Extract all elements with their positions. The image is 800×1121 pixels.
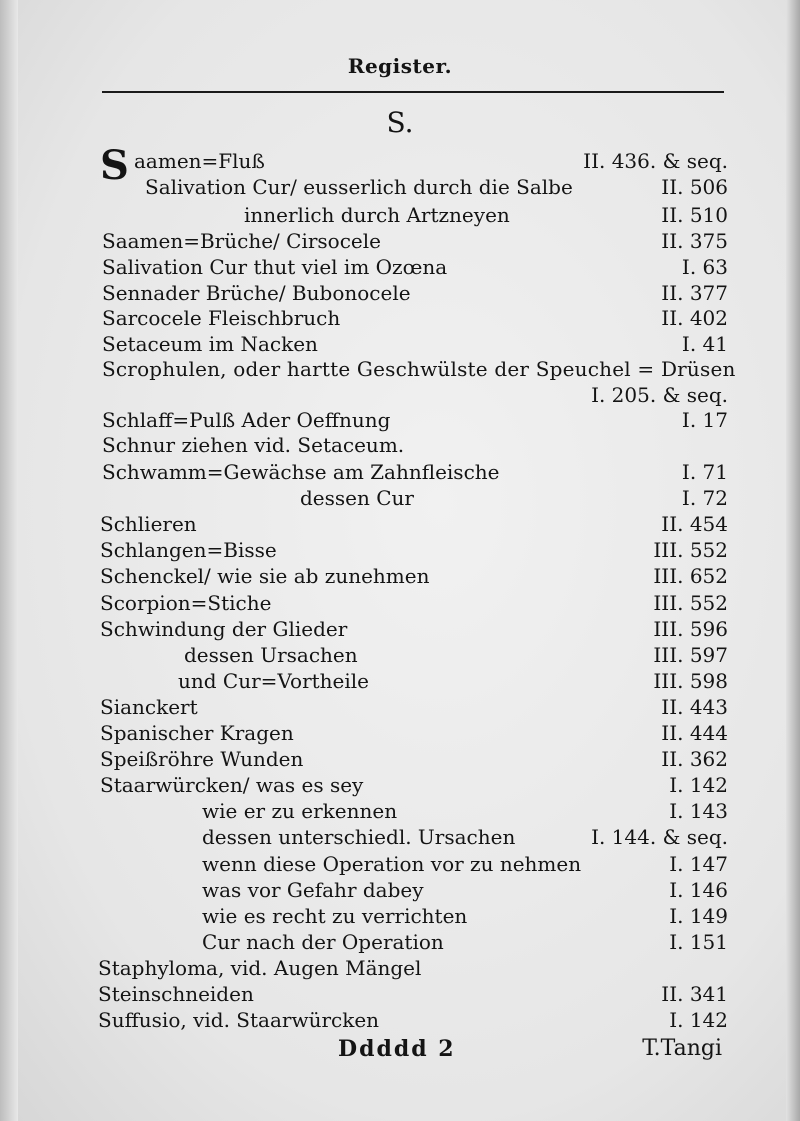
index-entry — [0, 537, 800, 563]
entry-term: Salivation Cur/ eusserlich durch die Salbe — [145, 175, 573, 199]
index-entry — [0, 356, 800, 382]
index-entry — [0, 331, 800, 357]
entry-term: Schlangen=Bisse — [100, 538, 277, 562]
index-entry — [0, 981, 800, 1007]
entry-reference: I. 142 — [669, 773, 728, 797]
entry-term: Spanischer Kragen — [100, 721, 294, 745]
entry-term: dessen Cur — [300, 486, 414, 510]
entry-reference: II. 443 — [661, 695, 728, 719]
index-entry — [0, 772, 800, 798]
entry-term: Staarwürcken/ was es sey — [100, 773, 364, 797]
entry-term: wie es recht zu verrichten — [202, 904, 468, 928]
entry-reference: I. 71 — [681, 460, 728, 484]
entry-term: wenn diese Operation vor zu nehmen — [202, 852, 582, 876]
entry-reference: III. 652 — [653, 564, 728, 588]
index-entry — [0, 824, 800, 850]
entry-term: Sarcocele Fleischbruch — [102, 306, 341, 330]
entry-reference: III. 552 — [653, 538, 728, 562]
running-header: Register. — [347, 54, 453, 78]
index-entry — [0, 228, 800, 254]
index-entry — [0, 668, 800, 694]
index-entry — [0, 254, 800, 280]
entry-reference: II. 402 — [661, 306, 728, 330]
entry-reference: I. 146 — [669, 878, 728, 902]
entry-term: Saamen=Brüche/ Cirsocele — [102, 229, 381, 253]
entry-reference: III. 596 — [653, 617, 728, 641]
entry-term: und Cur=Vortheile — [178, 669, 370, 693]
entry-reference: II. 436. & seq. — [583, 149, 728, 173]
entry-term: was vor Gefahr dabey — [202, 878, 424, 902]
entry-reference: I. 151 — [669, 930, 728, 954]
entry-term: Schlieren — [100, 512, 197, 536]
entry-reference: I. 144. & seq. — [591, 825, 728, 849]
entry-reference: I. 72 — [681, 486, 728, 510]
index-entry — [0, 563, 800, 589]
index-entry — [0, 280, 800, 306]
index-entry — [0, 202, 800, 228]
index-entry — [0, 694, 800, 720]
index-entry — [0, 642, 800, 668]
entry-reference: I. 205. & seq. — [591, 383, 728, 407]
section-letter: S. — [386, 106, 414, 139]
signature-mark: Ddddd 2 — [338, 1036, 456, 1062]
entry-term: Scorpion=Stiche — [100, 591, 272, 615]
entry-reference: I. 41 — [681, 332, 728, 356]
entry-reference: I. 17 — [681, 408, 728, 432]
entry-term: innerlich durch Artzneyen — [244, 203, 510, 227]
drop-cap: S — [100, 142, 129, 189]
index-entry — [0, 432, 800, 458]
entry-reference: II. 362 — [661, 747, 728, 771]
entry-reference: II. 454 — [661, 512, 728, 536]
entry-term: Steinschneiden — [98, 982, 254, 1006]
index-entry — [0, 851, 800, 877]
entry-term: Schwamm=Gewächse am Zahnfleische — [102, 460, 500, 484]
entry-reference: II. 341 — [661, 982, 728, 1006]
entry-term: Suffusio, vid. Staarwürcken — [98, 1008, 380, 1032]
index-entry-continuation — [0, 382, 800, 408]
entry-reference: III. 597 — [653, 643, 728, 667]
entry-term: Scrophulen, oder hartte Geschwülste der Speuchel = Drüsen — [102, 357, 736, 381]
index-entry — [0, 407, 800, 433]
entry-reference: II. 375 — [661, 229, 728, 253]
entry-term: Schlaff=Pulß Ader Oeffnung — [102, 408, 391, 432]
entry-reference: III. 552 — [653, 591, 728, 615]
entry-term: Sennader Brüche/ Bubonocele — [102, 281, 411, 305]
entry-term: dessen unterschiedl. Ursachen — [202, 825, 516, 849]
index-entry — [0, 720, 800, 746]
entry-term: Schwindung der Glieder — [100, 617, 348, 641]
entry-reference: I. 147 — [669, 852, 728, 876]
entry-term: Salivation Cur thut viel im Ozœna — [102, 255, 448, 279]
index-entry — [0, 746, 800, 772]
entry-reference: II. 506 — [661, 175, 728, 199]
header-rule — [102, 91, 724, 93]
entry-term: Schnur ziehen vid. Setaceum. — [102, 433, 405, 457]
entry-reference: II. 510 — [661, 203, 728, 227]
entry-reference: I. 63 — [681, 255, 728, 279]
entry-reference: I. 142 — [669, 1008, 728, 1032]
entry-term: Cur nach der Operation — [202, 930, 444, 954]
entry-term: aamen=Fluß — [134, 149, 265, 173]
index-entry — [0, 459, 800, 485]
entry-term: Sianckert — [100, 695, 198, 719]
index-entry — [0, 511, 800, 537]
entry-term: dessen Ursachen — [184, 643, 358, 667]
entry-term: Setaceum im Nacken — [102, 332, 318, 356]
index-entry — [0, 305, 800, 331]
index-entry — [0, 877, 800, 903]
entry-term: wie er zu erkennen — [202, 799, 398, 823]
entry-term: Staphyloma, vid. Augen Mängel — [98, 956, 422, 980]
index-entry — [0, 903, 800, 929]
index-entry — [0, 148, 800, 174]
catchword: T.Tangi — [642, 1036, 722, 1061]
entry-reference: I. 143 — [669, 799, 728, 823]
entry-reference: III. 598 — [653, 669, 728, 693]
index-entry — [0, 955, 800, 981]
entry-term: Schenckel/ wie sie ab zunehmen — [100, 564, 430, 588]
index-entry — [0, 616, 800, 642]
index-entry — [0, 929, 800, 955]
index-entry — [0, 798, 800, 824]
entry-reference: II. 444 — [661, 721, 728, 745]
entry-reference: I. 149 — [669, 904, 728, 928]
index-entry — [0, 1007, 800, 1033]
index-entry — [0, 590, 800, 616]
index-entry — [0, 485, 800, 511]
entry-reference: II. 377 — [661, 281, 728, 305]
index-entry — [0, 174, 800, 200]
entry-term: Speißröhre Wunden — [100, 747, 304, 771]
